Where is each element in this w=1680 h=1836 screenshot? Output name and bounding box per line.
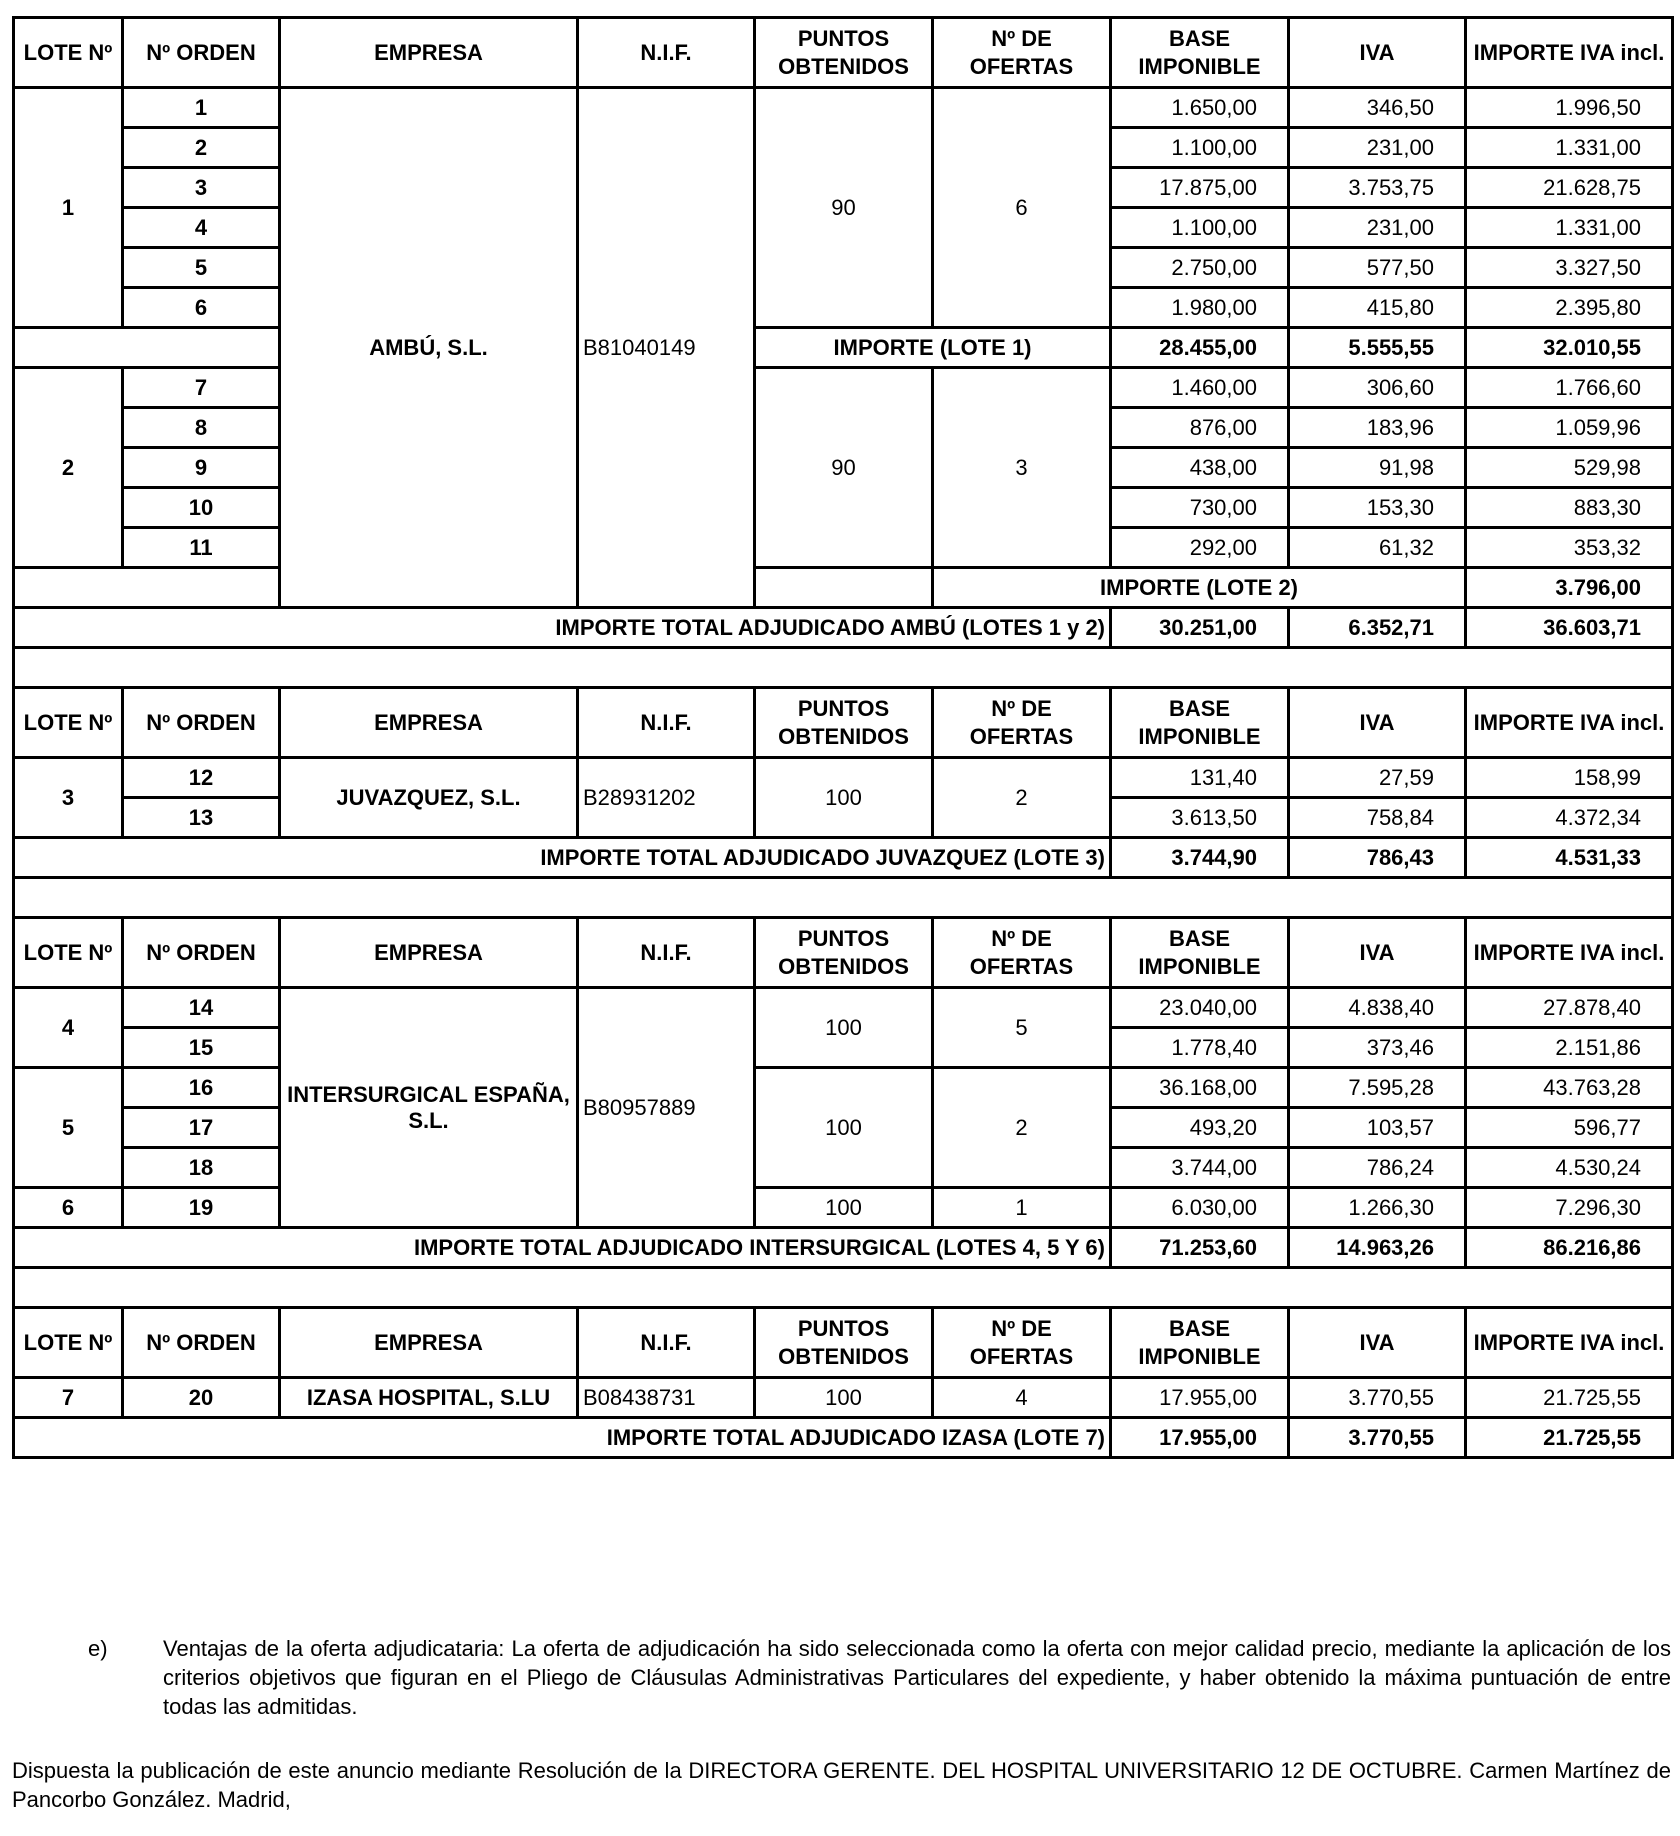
- lote-number: 2: [14, 368, 123, 568]
- importe-value: 4.372,34: [1466, 798, 1673, 838]
- total-label: IMPORTE TOTAL ADJUDICADO INTERSURGICAL (LOTES 4, 5 Y 6): [14, 1228, 1111, 1268]
- header-puntos: PUNTOS OBTENIDOS: [755, 918, 933, 988]
- puntos-value: 100: [755, 988, 933, 1068]
- header-orden: Nº ORDEN: [123, 18, 280, 88]
- awards-table: [12, 16, 1674, 1459]
- total-iva: 14.963,26: [1289, 1228, 1466, 1268]
- empresa-name: AMBÚ, S.L.: [280, 88, 578, 608]
- subtotal-base: 3.796,00: [1466, 568, 1673, 608]
- subtotal-iva: 5.555,55: [1289, 328, 1466, 368]
- spacer: [14, 1268, 1673, 1308]
- orden-number: 14: [123, 988, 280, 1028]
- base-value: 6.030,00: [1111, 1188, 1289, 1228]
- puntos-value: 100: [755, 1068, 933, 1188]
- iva-value: 373,46: [1289, 1028, 1466, 1068]
- header-row: [14, 918, 1673, 988]
- total-base: 17.955,00: [1111, 1418, 1289, 1458]
- empresa-name: IZASA HOSPITAL, S.LU: [280, 1378, 578, 1418]
- header-lote: LOTE Nº: [14, 1308, 123, 1378]
- base-value: 17.955,00: [1111, 1378, 1289, 1418]
- table-row: [14, 988, 1673, 1028]
- orden-number: 19: [123, 1188, 280, 1228]
- iva-value: 1.266,30: [1289, 1188, 1466, 1228]
- nif-value: B28931202: [578, 758, 755, 838]
- iva-value: 231,00: [1289, 128, 1466, 168]
- header-iva: IVA: [1289, 1308, 1466, 1378]
- subtotal-row-lote-2: [14, 568, 1673, 608]
- header-empresa: EMPRESA: [280, 918, 578, 988]
- puntos-value: 100: [755, 1188, 933, 1228]
- table-row: [14, 1188, 1673, 1228]
- header-ofertas: Nº DE OFERTAS: [933, 18, 1111, 88]
- base-value: 2.750,00: [1111, 248, 1289, 288]
- total-iva: 3.770,55: [1289, 1418, 1466, 1458]
- ofertas-value: 5: [933, 988, 1111, 1068]
- importe-value: 27.878,40: [1466, 988, 1673, 1028]
- table-row: [14, 1068, 1673, 1108]
- total-iva: 6.352,71: [1289, 608, 1466, 648]
- total-importe: 86.216,86: [1466, 1228, 1673, 1268]
- orden-number: 17: [123, 1108, 280, 1148]
- empty-cell: [755, 568, 933, 608]
- orden-number: 18: [123, 1148, 280, 1188]
- iva-value: 758,84: [1289, 798, 1466, 838]
- total-row-ambu: [14, 608, 1673, 648]
- importe-value: 3.327,50: [1466, 248, 1673, 288]
- ofertas-value: 2: [933, 1068, 1111, 1188]
- table-row: [14, 1378, 1673, 1418]
- header-row: [14, 1308, 1673, 1378]
- base-value: 493,20: [1111, 1108, 1289, 1148]
- base-value: 1.100,00: [1111, 128, 1289, 168]
- lote-number: 4: [14, 988, 123, 1068]
- base-value: 3.744,00: [1111, 1148, 1289, 1188]
- orden-number: 13: [123, 798, 280, 838]
- header-orden: Nº ORDEN: [123, 688, 280, 758]
- header-puntos: PUNTOS OBTENIDOS: [755, 688, 933, 758]
- importe-value: 43.763,28: [1466, 1068, 1673, 1108]
- header-lote: LOTE Nº: [14, 688, 123, 758]
- importe-value: 596,77: [1466, 1108, 1673, 1148]
- header-importe: IMPORTE IVA incl.: [1466, 18, 1673, 88]
- empresa-name: JUVAZQUEZ, S.L.: [280, 758, 578, 838]
- spacer-row: [14, 1268, 1673, 1308]
- importe-value: 883,30: [1466, 488, 1673, 528]
- orden-number: 6: [123, 288, 280, 328]
- orden-number: 2: [123, 128, 280, 168]
- importe-value: 1.996,50: [1466, 88, 1673, 128]
- iva-value: 306,60: [1289, 368, 1466, 408]
- spacer: [14, 878, 1673, 918]
- base-value: 1.650,00: [1111, 88, 1289, 128]
- total-base: 71.253,60: [1111, 1228, 1289, 1268]
- iva-value: 27,59: [1289, 758, 1466, 798]
- table-row: [14, 88, 1673, 128]
- total-label: IMPORTE TOTAL ADJUDICADO JUVAZQUEZ (LOTE 3): [14, 838, 1111, 878]
- header-ofertas: Nº DE OFERTAS: [933, 918, 1111, 988]
- iva-value: 577,50: [1289, 248, 1466, 288]
- orden-number: 5: [123, 248, 280, 288]
- table-row: [14, 758, 1673, 798]
- header-base: BASE IMPONIBLE: [1111, 688, 1289, 758]
- iva-value: 7.595,28: [1289, 1068, 1466, 1108]
- importe-value: 158,99: [1466, 758, 1673, 798]
- importe-value: 7.296,30: [1466, 1188, 1673, 1228]
- subtotal-importe: 32.010,55: [1466, 328, 1673, 368]
- iva-value: 153,30: [1289, 488, 1466, 528]
- header-orden: Nº ORDEN: [123, 1308, 280, 1378]
- orden-number: 20: [123, 1378, 280, 1418]
- lote-number: 1: [14, 88, 123, 328]
- total-iva: 786,43: [1289, 838, 1466, 878]
- importe-value: 1.331,00: [1466, 208, 1673, 248]
- header-orden: Nº ORDEN: [123, 918, 280, 988]
- empty-cell: [14, 568, 280, 608]
- importe-value: 4.530,24: [1466, 1148, 1673, 1188]
- header-ofertas: Nº DE OFERTAS: [933, 1308, 1111, 1378]
- header-puntos: PUNTOS OBTENIDOS: [755, 1308, 933, 1378]
- subtotal-row-lote-1: [14, 328, 1673, 368]
- base-value: 1.980,00: [1111, 288, 1289, 328]
- header-base: BASE IMPONIBLE: [1111, 18, 1289, 88]
- nif-value: B81040149: [578, 88, 755, 608]
- clause-text: Ventajas de la oferta adjudicataria: La oferta de adjudicación ha sido seleccionada como la oferta con mejor calidad precio, mediante la aplicación de los criterios objetivos que figuran en el Pliego de Cláusulas Administrativas Particulares del expediente, y haber obtenido la máxima puntuación de entre todas las admitidas.: [163, 1636, 1671, 1719]
- iva-value: 3.753,75: [1289, 168, 1466, 208]
- orden-number: 11: [123, 528, 280, 568]
- base-value: 876,00: [1111, 408, 1289, 448]
- footer-text: Dispuesta la publicación de este anuncio mediante Resolución de la DIRECTORA GERENTE. DEL HOSPITAL UNIVERSITARIO 12 DE OCTUBRE. Carmen Martínez de Pancorbo González. Madrid,: [12, 1758, 1671, 1812]
- header-lote: LOTE Nº: [14, 18, 123, 88]
- orden-number: 7: [123, 368, 280, 408]
- header-empresa: EMPRESA: [280, 688, 578, 758]
- ofertas-value: 4: [933, 1378, 1111, 1418]
- iva-value: 4.838,40: [1289, 988, 1466, 1028]
- header-base: BASE IMPONIBLE: [1111, 918, 1289, 988]
- lote-number: 3: [14, 758, 123, 838]
- base-value: 292,00: [1111, 528, 1289, 568]
- empty-cell: [14, 328, 280, 368]
- header-empresa: EMPRESA: [280, 18, 578, 88]
- subtotal-label: IMPORTE (LOTE 2): [933, 568, 1466, 608]
- base-value: 1.460,00: [1111, 368, 1289, 408]
- spacer-row: [14, 648, 1673, 688]
- iva-value: 91,98: [1289, 448, 1466, 488]
- header-ofertas: Nº DE OFERTAS: [933, 688, 1111, 758]
- base-value: 131,40: [1111, 758, 1289, 798]
- lote-number: 5: [14, 1068, 123, 1188]
- base-value: 17.875,00: [1111, 168, 1289, 208]
- base-value: 1.778,40: [1111, 1028, 1289, 1068]
- total-importe: 21.725,55: [1466, 1418, 1673, 1458]
- header-nif: N.I.F.: [578, 918, 755, 988]
- ofertas-value: 3: [933, 368, 1111, 568]
- importe-value: 1.059,96: [1466, 408, 1673, 448]
- iva-value: 231,00: [1289, 208, 1466, 248]
- orden-number: 1: [123, 88, 280, 128]
- iva-value: 103,57: [1289, 1108, 1466, 1148]
- header-importe: IMPORTE IVA incl.: [1466, 918, 1673, 988]
- importe-value: 21.628,75: [1466, 168, 1673, 208]
- importe-value: 1.331,00: [1466, 128, 1673, 168]
- spacer: [14, 648, 1673, 688]
- empresa-name: INTERSURGICAL ESPAÑA, S.L.: [280, 988, 578, 1228]
- total-importe: 4.531,33: [1466, 838, 1673, 878]
- total-label: IMPORTE TOTAL ADJUDICADO IZASA (LOTE 7): [14, 1418, 1111, 1458]
- total-importe: 36.603,71: [1466, 608, 1673, 648]
- iva-value: 786,24: [1289, 1148, 1466, 1188]
- nif-value: B08438731: [578, 1378, 755, 1418]
- iva-value: 61,32: [1289, 528, 1466, 568]
- awards-table-container: [12, 16, 1671, 1459]
- orden-number: 15: [123, 1028, 280, 1068]
- total-row-intersurgical: [14, 1228, 1673, 1268]
- table-row: [14, 368, 1673, 408]
- base-value: 3.613,50: [1111, 798, 1289, 838]
- base-value: 36.168,00: [1111, 1068, 1289, 1108]
- importe-value: 1.766,60: [1466, 368, 1673, 408]
- base-value: 438,00: [1111, 448, 1289, 488]
- orden-number: 10: [123, 488, 280, 528]
- total-label: IMPORTE TOTAL ADJUDICADO AMBÚ (LOTES 1 y 2): [14, 608, 1111, 648]
- header-nif: N.I.F.: [578, 1308, 755, 1378]
- orden-number: 3: [123, 168, 280, 208]
- header-iva: IVA: [1289, 918, 1466, 988]
- header-iva: IVA: [1289, 18, 1466, 88]
- base-value: 23.040,00: [1111, 988, 1289, 1028]
- importe-value: 529,98: [1466, 448, 1673, 488]
- header-row: [14, 688, 1673, 758]
- importe-value: 353,32: [1466, 528, 1673, 568]
- importe-value: 21.725,55: [1466, 1378, 1673, 1418]
- importe-value: 2.395,80: [1466, 288, 1673, 328]
- orden-number: 8: [123, 408, 280, 448]
- orden-number: 12: [123, 758, 280, 798]
- ofertas-value: 2: [933, 758, 1111, 838]
- header-row: [14, 18, 1673, 88]
- iva-value: 3.770,55: [1289, 1378, 1466, 1418]
- orden-number: 9: [123, 448, 280, 488]
- puntos-value: 90: [755, 88, 933, 328]
- ofertas-value: 1: [933, 1188, 1111, 1228]
- orden-number: 4: [123, 208, 280, 248]
- lote-number: 6: [14, 1188, 123, 1228]
- header-empresa: EMPRESA: [280, 1308, 578, 1378]
- puntos-value: 100: [755, 1378, 933, 1418]
- orden-number: 16: [123, 1068, 280, 1108]
- lote-number: 7: [14, 1378, 123, 1418]
- subtotal-label: IMPORTE (LOTE 1): [755, 328, 1111, 368]
- header-nif: N.I.F.: [578, 18, 755, 88]
- total-base: 3.744,90: [1111, 838, 1289, 878]
- ofertas-value: 6: [933, 88, 1111, 328]
- base-value: 730,00: [1111, 488, 1289, 528]
- subtotal-base: 28.455,00: [1111, 328, 1289, 368]
- header-base: BASE IMPONIBLE: [1111, 1308, 1289, 1378]
- total-row-izasa: [14, 1418, 1673, 1458]
- header-lote: LOTE Nº: [14, 918, 123, 988]
- puntos-value: 90: [755, 368, 933, 568]
- base-value: 1.100,00: [1111, 208, 1289, 248]
- header-iva: IVA: [1289, 688, 1466, 758]
- nif-value: B80957889: [578, 988, 755, 1228]
- header-importe: IMPORTE IVA incl.: [1466, 1308, 1673, 1378]
- puntos-value: 100: [755, 758, 933, 838]
- iva-value: 346,50: [1289, 88, 1466, 128]
- header-puntos: PUNTOS OBTENIDOS: [755, 18, 933, 88]
- iva-value: 415,80: [1289, 288, 1466, 328]
- spacer-row: [14, 878, 1673, 918]
- header-nif: N.I.F.: [578, 688, 755, 758]
- importe-value: 2.151,86: [1466, 1028, 1673, 1068]
- clause-label: e): [88, 1636, 108, 1661]
- iva-value: 183,96: [1289, 408, 1466, 448]
- total-row-juvazquez: [14, 838, 1673, 878]
- header-importe: IMPORTE IVA incl.: [1466, 688, 1673, 758]
- total-base: 30.251,00: [1111, 608, 1289, 648]
